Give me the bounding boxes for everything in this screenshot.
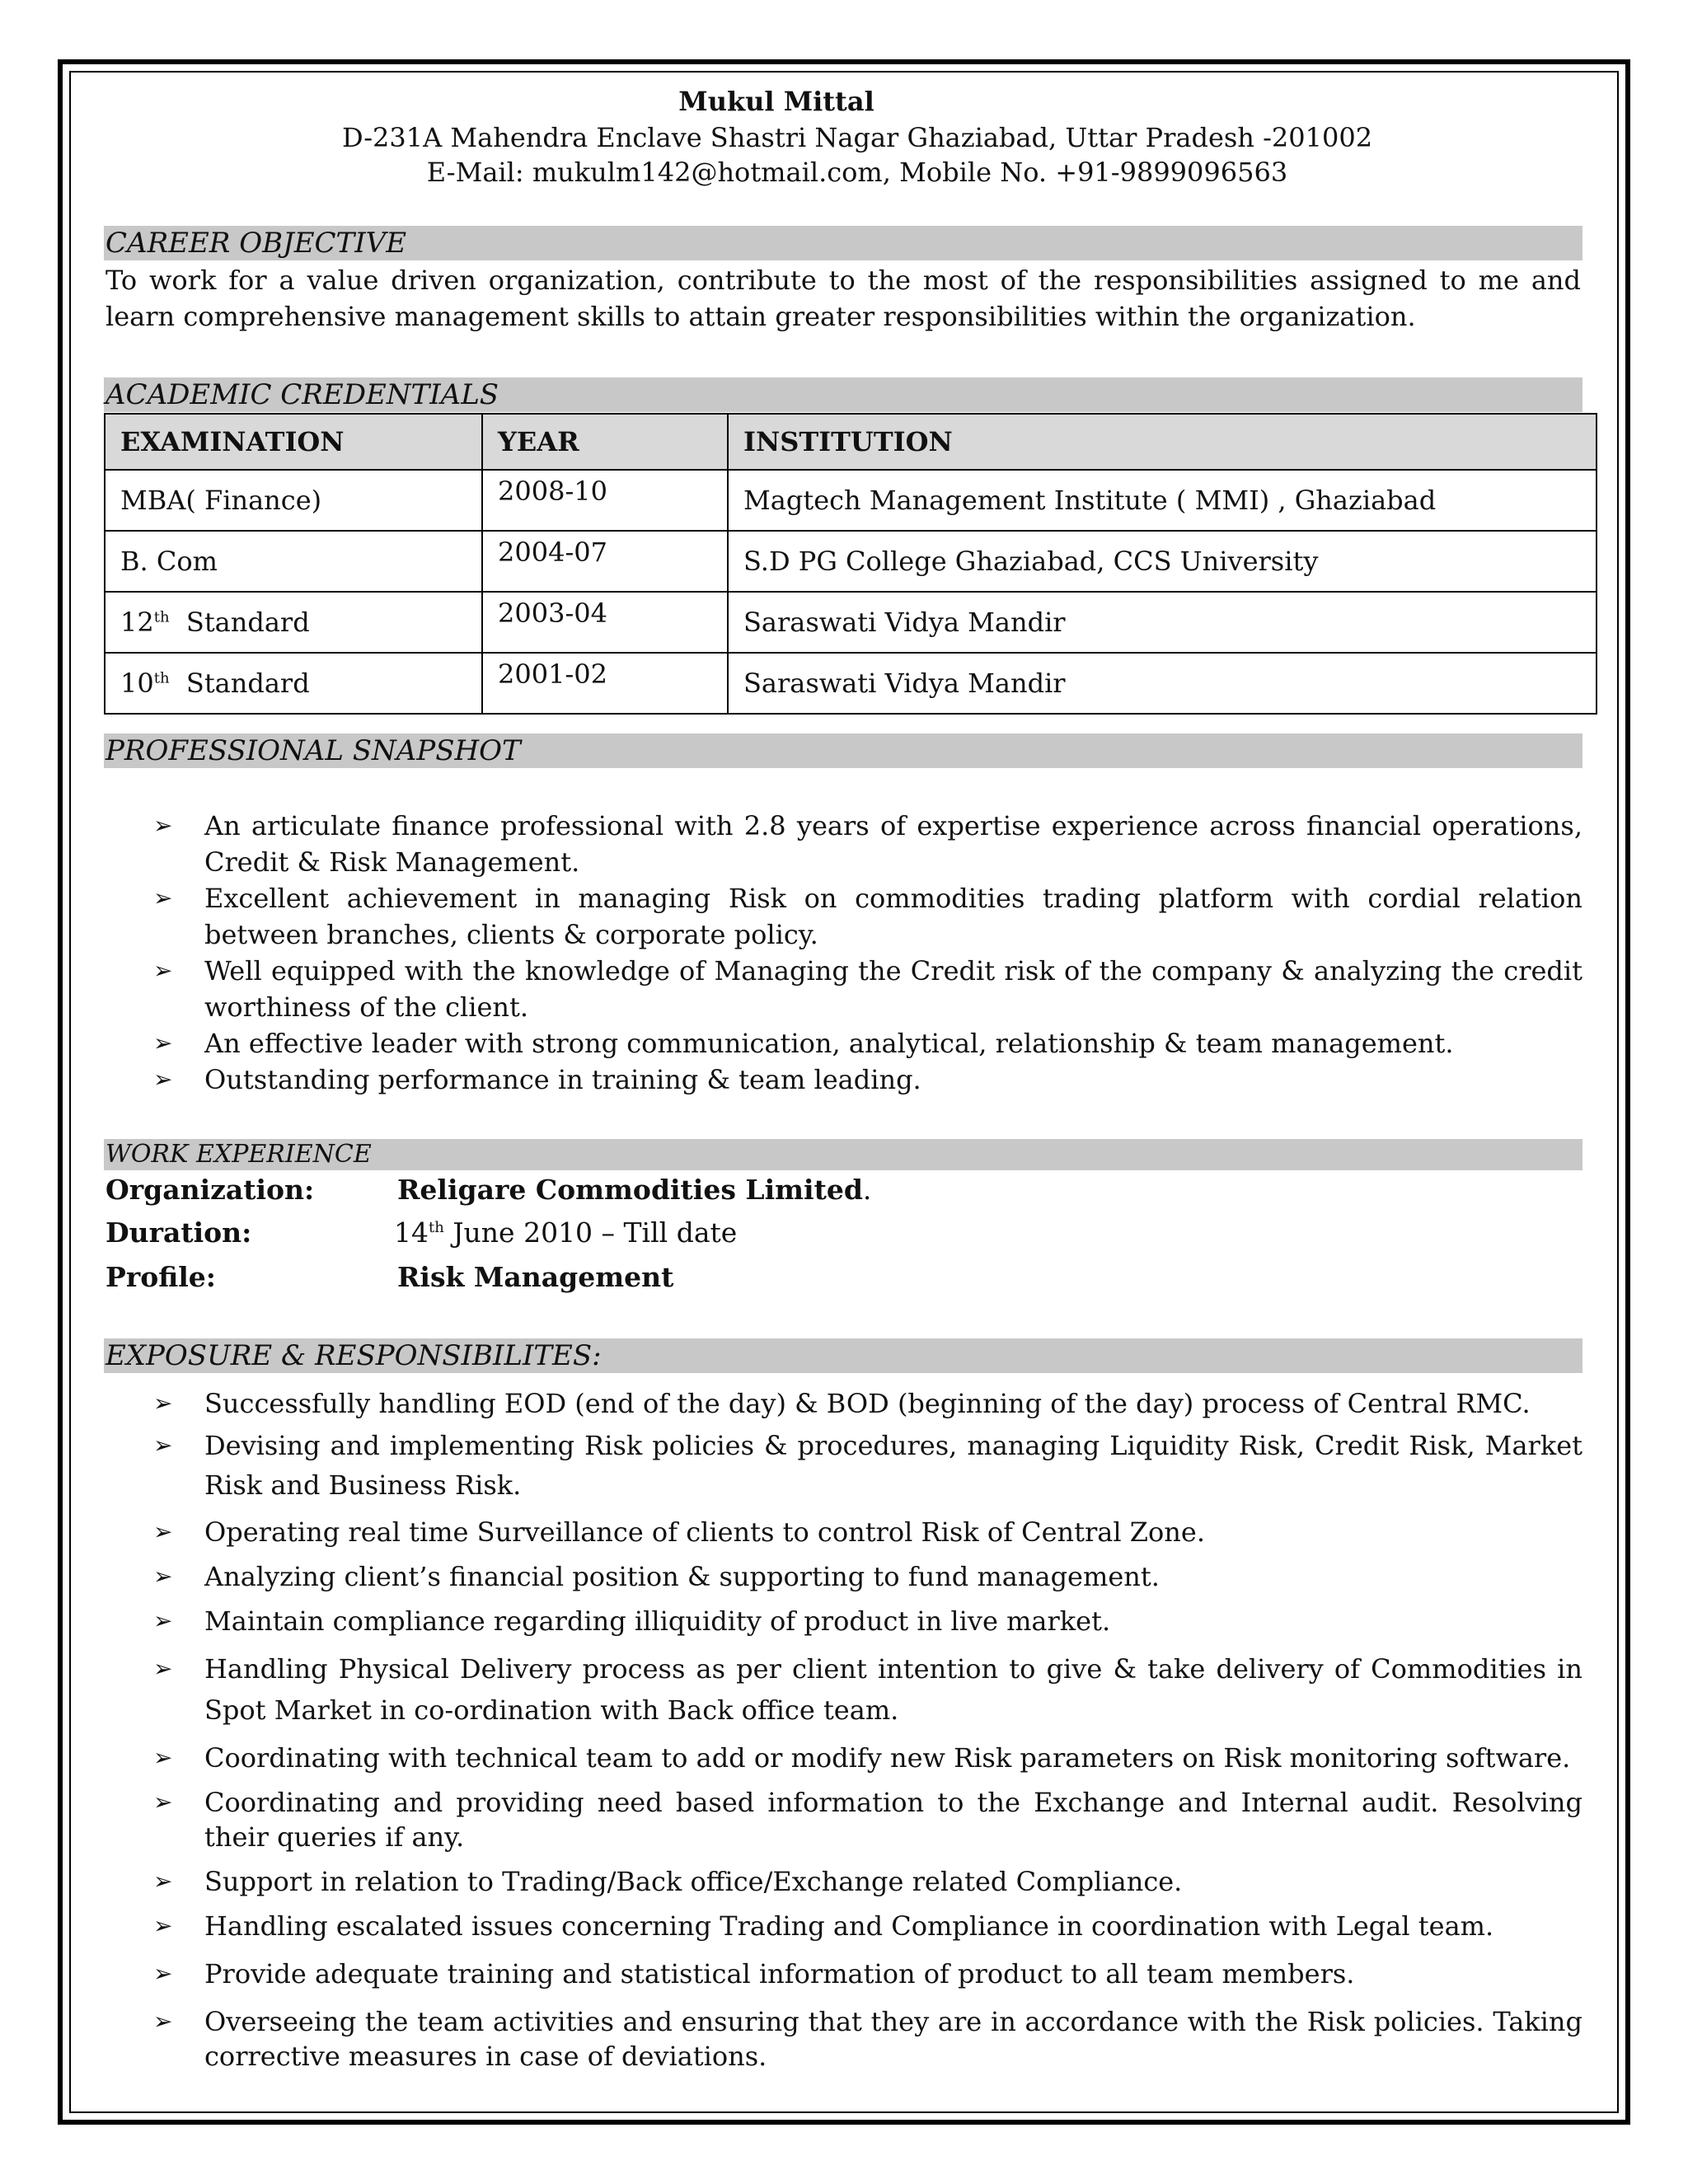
academic-table-header <box>105 414 1597 470</box>
career-objective-text: To work for a value driven organization, contribute to the most of the responsibilities assigned to me and learn comprehensive management skills to attain greater responsibilities within the organization. <box>106 265 1581 332</box>
table-row <box>105 592 1597 653</box>
exam-cell: 10th Standard <box>105 653 482 714</box>
profile-label: Profile: <box>106 1261 216 1293</box>
exam-cell: 12th Standard <box>105 592 482 653</box>
arrow-bullet-icon: ➢ <box>153 1066 173 1093</box>
exam-cell: B. Com <box>105 531 482 592</box>
list-item: ➢ Maintain compliance regarding illiquidity of product in live market. <box>153 1605 1111 1637</box>
academic-credentials-title: ACADEMIC CREDENTIALS <box>106 378 499 411</box>
list-item: ➢ Operating real time Surveillance of clients to control Risk of Central Zone. <box>153 1516 1205 1548</box>
arrow-bullet-icon: ➢ <box>153 812 173 839</box>
list-item: ➢ Overseeing the team activities and ensuring that they are in accordance with the Risk policies. Taking corrective measures in case of deviations. <box>153 2006 1582 2072</box>
arrow-bullet-icon: ➢ <box>153 1563 173 1590</box>
list-item: ➢ Analyzing client’s financial position & supporting to fund management. <box>153 1561 1160 1592</box>
table-row <box>105 470 1597 531</box>
year-cell: 2001-02 <box>482 653 728 714</box>
arrow-bullet-icon: ➢ <box>153 1868 173 1895</box>
list-item: ➢ Provide adequate training and statistical information of product to all team members. <box>153 1958 1355 1990</box>
candidate-contact: E-Mail: mukulm142@hotmail.com, Mobile No. +91-9899096563 <box>426 157 1288 188</box>
academic-table <box>104 413 1597 715</box>
institution-cell: Saraswati Vidya Mandir <box>728 653 1597 714</box>
list-item: ➢ Devising and implementing Risk policies & procedures, managing Liquidity Risk, Credit Risk, Market Risk and Business Risk. <box>153 1426 1582 1505</box>
exposure-list <box>153 1386 1582 2074</box>
duration-value: 14th June 2010 – Till date <box>394 1216 738 1249</box>
list-item: ➢ Handling Physical Delivery process as per client intention to give & take delivery of Commodities in Spot Market in co-ordination with Back office team. <box>153 1648 1582 1731</box>
organization-value: Religare Commodities Limited. <box>397 1174 872 1206</box>
list-item: ➢ Handling escalated issues concerning Trading and Compliance in coordination with Legal team. <box>153 1910 1494 1942</box>
arrow-bullet-icon: ➢ <box>153 1912 173 1939</box>
career-objective-title: CAREER OBJECTIVE <box>106 227 407 260</box>
list-item: ➢ Coordinating with technical team to add or modify new Risk parameters on Risk monitoring software. <box>153 1742 1571 1774</box>
exam-cell: MBA( Finance) <box>105 470 482 531</box>
candidate-name: Mukul Mittal <box>678 86 874 117</box>
year-cell: 2004-07 <box>482 531 728 592</box>
list-item: ➢ Excellent achievement in managing Risk on commodities trading platform with cordial relation between branches, clients & corporate policy. <box>153 880 1582 953</box>
arrow-bullet-icon: ➢ <box>153 1029 173 1057</box>
arrow-bullet-icon: ➢ <box>153 1744 173 1771</box>
institution-cell: Magtech Management Institute ( MMI) , Ghaziabad <box>728 470 1597 531</box>
organization-label: Organization: <box>106 1174 315 1206</box>
arrow-bullet-icon: ➢ <box>153 1518 173 1545</box>
list-item: ➢ An articulate finance professional with 2.8 years of expertise experience across financial operations, Credit & Risk Management. <box>153 808 1582 880</box>
arrow-bullet-icon: ➢ <box>153 884 173 912</box>
list-item: ➢ Successfully handling EOD (end of the day) & BOD (beginning of the day) process of Central RMC. <box>153 1388 1531 1419</box>
arrow-bullet-icon: ➢ <box>153 1607 173 1634</box>
professional-snapshot-list <box>153 808 1582 1098</box>
list-item: ➢ Coordinating and providing need based information to the Exchange and Internal audit. Resolving their queries if any. <box>153 1787 1582 1853</box>
arrow-bullet-icon: ➢ <box>153 2008 173 2035</box>
duration-label: Duration: <box>106 1216 252 1249</box>
arrow-bullet-icon: ➢ <box>153 1960 173 1987</box>
list-item: ➢ An effective leader with strong communication, analytical, relationship & team management. <box>153 1025 1582 1062</box>
institution-cell: Saraswati Vidya Mandir <box>728 592 1597 653</box>
header-examination: EXAMINATION <box>105 414 482 470</box>
arrow-bullet-icon: ➢ <box>153 1432 173 1459</box>
header-institution: INSTITUTION <box>728 414 1597 470</box>
year-cell: 2003-04 <box>482 592 728 653</box>
list-item: ➢ Support in relation to Trading/Back office/Exchange related Compliance. <box>153 1866 1183 1897</box>
list-item: ➢ Outstanding performance in training & team leading. <box>153 1062 1582 1098</box>
table-row <box>105 531 1597 592</box>
table-row <box>105 653 1597 714</box>
year-cell: 2008-10 <box>482 470 728 531</box>
profile-value: Risk Management <box>397 1261 674 1293</box>
arrow-bullet-icon: ➢ <box>153 957 173 984</box>
arrow-bullet-icon: ➢ <box>153 1390 173 1417</box>
exposure-title: EXPOSURE & RESPONSIBILITES: <box>106 1339 602 1372</box>
professional-snapshot-title: PROFESSIONAL SNAPSHOT <box>106 734 521 767</box>
institution-cell: S.D PG College Ghaziabad, CCS University <box>728 531 1597 592</box>
work-experience-title: WORK EXPERIENCE <box>106 1140 372 1169</box>
candidate-address: D-231A Mahendra Enclave Shastri Nagar Ghaziabad, Uttar Pradesh -201002 <box>341 122 1373 153</box>
arrow-bullet-icon: ➢ <box>153 1655 173 1682</box>
arrow-bullet-icon: ➢ <box>153 1788 173 1816</box>
header-year: YEAR <box>482 414 728 470</box>
list-item: ➢ Well equipped with the knowledge of Managing the Credit risk of the company & analyzing the credit worthiness of the client. <box>153 953 1582 1025</box>
